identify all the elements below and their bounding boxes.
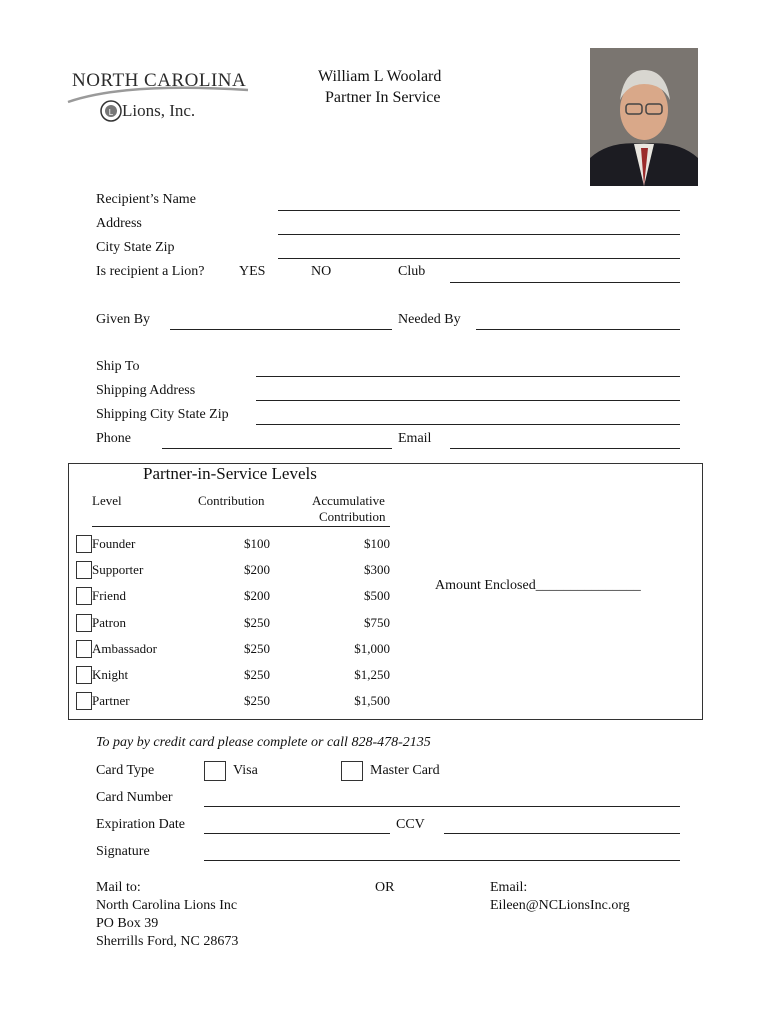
honoree-name: William L Woolard [318,68,442,85]
shipping-city-field[interactable] [256,424,680,425]
level-name: Ambassador [92,641,157,656]
ship-to-label: Ship To [96,359,140,374]
svg-text:L: L [108,108,114,117]
needed-by-field[interactable] [476,329,680,330]
mastercard-label: Master Card [370,763,440,778]
accumulative-column-header: Accumulative [312,493,385,508]
email-label: Email [398,431,432,446]
card-number-label: Card Number [96,790,173,805]
level-contribution: $200 [244,562,270,577]
accumulative-column-header-2: Contribution [319,509,386,524]
payment-instruction: To pay by credit card please complete or call 828-478-2135 [96,735,431,750]
shipping-city-label: Shipping City State Zip [96,407,229,422]
level-accumulative: $1,000 [354,641,390,656]
level-contribution: $250 [244,667,270,682]
level-name: Patron [92,615,126,630]
level-name: Supporter [92,562,144,577]
ambassador-checkbox[interactable] [76,640,92,658]
email-field[interactable] [450,448,680,449]
city-state-zip-field[interactable] [278,258,680,259]
level-accumulative: $1,250 [354,667,390,682]
mastercard-checkbox[interactable] [341,761,363,781]
level-contribution: $100 [244,536,270,551]
level-name: Partner [92,693,130,708]
level-contribution: $250 [244,641,270,656]
page-subtitle: Partner In Service [325,89,441,106]
mail-to-label: Mail to: [96,880,141,895]
header-divider [92,526,390,527]
supporter-checkbox[interactable] [76,561,92,579]
level-accumulative: $500 [364,588,390,603]
recipient-name-field[interactable] [278,210,680,211]
card-number-field[interactable] [204,806,680,807]
patron-checkbox[interactable] [76,614,92,632]
ccv-field[interactable] [444,833,680,834]
email-contact-label: Email: [490,880,528,895]
founder-checkbox[interactable] [76,535,92,553]
is-lion-question: Is recipient a Lion? [96,264,205,279]
portrait-icon [590,48,698,186]
mail-address-line2: PO Box 39 [96,916,159,931]
level-name: Founder [92,536,136,551]
shipping-address-label: Shipping Address [96,383,196,398]
level-column-header: Level [92,493,122,508]
level-accumulative: $100 [364,536,390,551]
ccv-label: CCV [396,817,425,832]
level-name: Knight [92,667,129,682]
recipient-name-label: Recipient’s Name [96,192,196,207]
knight-checkbox[interactable] [76,666,92,684]
north-carolina-lions-logo [66,68,250,126]
lion-no-option[interactable]: NO [311,264,332,279]
level-accumulative: $750 [364,615,390,630]
expiration-date-field[interactable] [204,833,390,834]
shipping-address-field[interactable] [256,400,680,401]
level-accumulative: $300 [364,562,390,577]
level-contribution: $250 [244,615,270,630]
needed-by-label: Needed By [398,312,461,327]
mail-address-line3: Sherrills Ford, NC 28673 [96,934,239,949]
friend-checkbox[interactable] [76,587,92,605]
level-name: Friend [92,588,126,603]
visa-label: Visa [233,763,258,778]
logo-title: NORTH CAROLINA [72,70,247,91]
phone-field[interactable] [162,448,392,449]
level-contribution: $200 [244,588,270,603]
club-label: Club [398,264,426,279]
level-accumulative: $1,500 [354,693,390,708]
ship-to-field[interactable] [256,376,680,377]
logo-subtitle: Lions, Inc. [122,101,196,120]
lion-yes-option[interactable]: YES [239,264,266,279]
or-separator: OR [375,880,395,895]
given-by-label: Given By [96,312,151,327]
card-type-label: Card Type [96,763,155,778]
expiration-date-label: Expiration Date [96,817,186,832]
amount-enclosed-field[interactable]: Amount Enclosed_______________ [435,578,641,593]
visa-checkbox[interactable] [204,761,226,781]
honoree-photo [590,48,698,186]
city-state-zip-label: City State Zip [96,240,175,255]
signature-label: Signature [96,844,150,859]
partner-checkbox[interactable] [76,692,92,710]
address-label: Address [96,216,142,231]
email-contact-address[interactable]: Eileen@NCLionsInc.org [490,898,630,913]
club-field[interactable] [450,282,680,283]
given-by-field[interactable] [170,329,392,330]
mail-address-line1: North Carolina Lions Inc [96,898,238,913]
level-contribution: $250 [244,693,270,708]
contribution-column-header: Contribution [198,493,265,508]
address-field[interactable] [278,234,680,235]
levels-title: Partner-in-Service Levels [143,464,317,483]
signature-field[interactable] [204,860,680,861]
phone-label: Phone [96,431,131,446]
